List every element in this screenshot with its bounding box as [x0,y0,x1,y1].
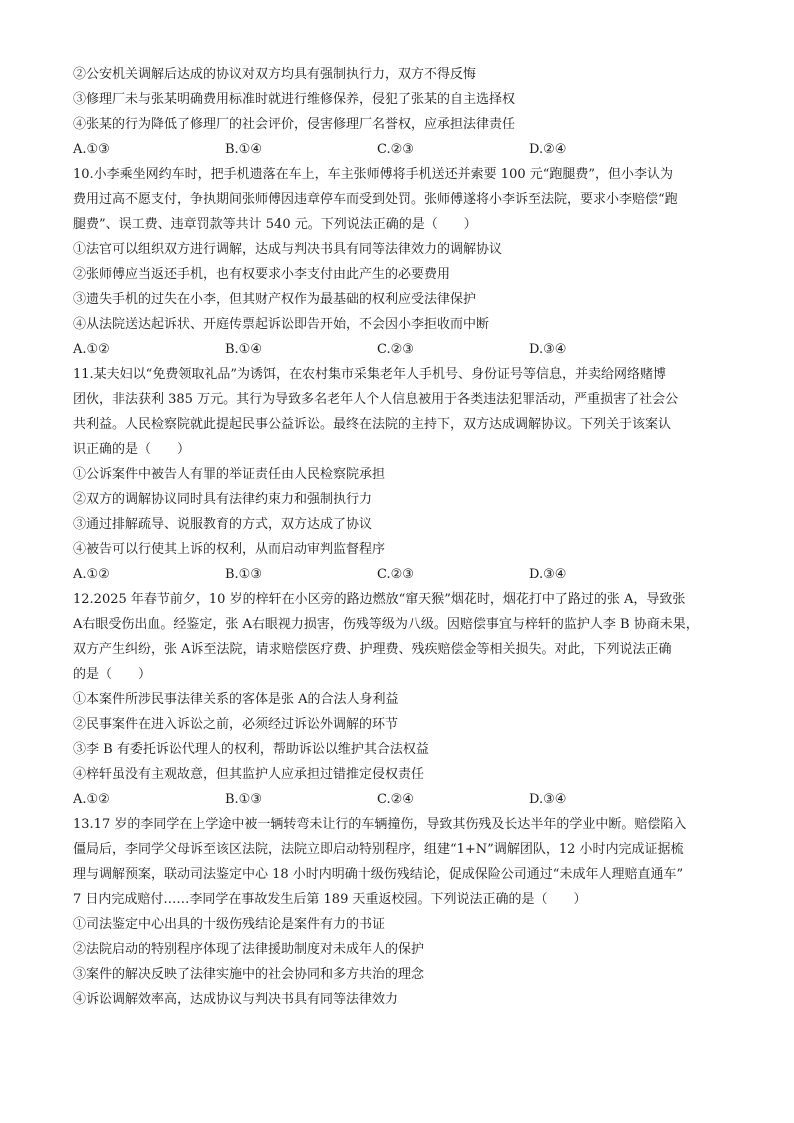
option-statement: ②双方的调解协议同时具有法律约束力和强制执行力 [73,492,373,507]
choice-c: C.②③ [377,142,414,157]
question-stem-line: 识正确的是（ ） [73,442,191,457]
choice-b: B.①③ [225,792,262,807]
question-stem-line: 13.17 岁的李同学在上学途中被一辆转弯未让行的车辆撞伤，导致其伤残及长达半年的学业中断。赔偿陷入 [73,817,687,832]
option-statement: ④诉讼调解效率高，达成协议与判决书具有同等法律效力 [73,992,399,1007]
choice-c: C.②④ [377,792,414,807]
choice-a: A.①② [73,792,110,807]
answer-choices [73,562,724,587]
option-statement: ③遗失手机的过失在小李，但其财产权作为最基础的权利应受法律保护 [73,292,477,307]
choice-b: B.①③ [225,567,262,582]
choice-d: D.②④ [529,142,567,157]
choice-c: C.②③ [377,342,414,357]
question-stem-line: 的是（ ） [73,667,152,682]
question-stem-line: 双方产生纠纷，张 A诉至法院，请求赔偿医疗费、护理费、残疾赔偿金等相关损失。对此，下列说法正确 [73,642,672,657]
option-statement: ④从法院送达起诉状、开庭传票起诉讼即告开始，不会因小李拒收而中断 [73,317,490,332]
choice-d: D.③④ [529,342,567,357]
option-statement: ③李 B 有委托诉讼代理人的权利，帮助诉讼以维护其合法权益 [73,742,429,757]
option-statement: ①法官可以组织双方进行调解，达成与判决书具有同等法律效力的调解协议 [73,242,503,257]
question-11 [73,362,724,587]
answer-choices [73,337,724,362]
option-statement: ③案件的解决反映了法律实施中的社会协同和多方共治的理念 [73,967,425,982]
question-stem-line: 理与调解预案，联动司法鉴定中心 18 小时内明确十级伤残结论，促成保险公司通过“未成年人理赔直通车” [73,867,684,882]
option-statement: ④被告可以行使其上诉的权利，从而启动审判监督程序 [73,542,386,557]
question-stem-line: 团伙，非法获利 385 万元。其行为导致多名老年人个人信息被用于各类违法犯罪活动，严重损害了社会公 [73,392,679,407]
choice-d: D.③④ [529,792,567,807]
option-statement: ①本案件所涉民事法律关系的客体是张 A的合法人身利益 [73,692,399,707]
option-statement: ①司法鉴定中心出具的十级伤残结论是案件有力的书证 [73,917,386,932]
question-9-continued [73,62,724,162]
choice-a: A.①② [73,342,110,357]
question-13 [73,812,724,1012]
option-statement: ②公安机关调解后达成的协议对双方均具有强制执行力，双方不得反悔 [73,67,477,82]
question-stem-line: 12.2025 年春节前夕，10 岁的梓轩在小区旁的路边燃放“窜天猴”烟花时，烟花打中了路过的张 A，导致张 [73,592,686,607]
question-stem-line: 僵局后，李同学父母诉至该区法院，法院立即启动特别程序，组建“1+N”调解团队，12 小时内完成证据梳 [73,842,684,857]
question-10 [73,162,724,362]
question-stem-line: 10.小李乘坐网约车时，把手机遗落在车上，车主张师傅将手机送还并索要 100 元“跑腿费”，但小李认为 [73,167,674,182]
option-statement: ①公诉案件中被告人有罪的举证责任由人民检察院承担 [73,467,386,482]
question-stem-line: A右眼受伤出血。经鉴定，张 A右眼视力损害，伤残等级为八级。因赔偿事宜与梓轩的监护人李 B 协商未果， [73,617,699,632]
choice-a: A.①③ [73,142,110,157]
answer-choices [73,787,724,812]
question-stem-line: 费用过高不愿支付，争执期间张师傅因违章停车而受到处罚。张师傅遂将小李诉至法院，要求小李赔偿“跑 [73,192,678,207]
question-stem-line: 7 日内完成赔付……李同学在事故发生后第 189 天重返校园。下列说法正确的是（ ） [73,892,587,907]
choice-b: B.①④ [225,342,262,357]
option-statement: ②法院启动的特别程序体现了法律援助制度对未成年人的保护 [73,942,425,957]
answer-choices [73,137,724,162]
option-statement: ②民事案件在进入诉讼之前，必须经过诉讼外调解的环节 [73,717,399,732]
choice-d: D.③④ [529,567,567,582]
question-stem-line: 11.某夫妇以“免费领取礼品”为诱饵，在农村集市采集老年人手机号、身份证号等信息，并卖给网络赌博 [73,367,666,382]
option-statement: ③通过排解疏导、说服教育的方式，双方达成了协议 [73,517,373,532]
option-statement: ④张某的行为降低了修理厂的社会评价，侵害修理厂名誉权，应承担法律责任 [73,117,516,132]
choice-a: A.①② [73,567,110,582]
option-statement: ③修理厂未与张某明确费用标准时就进行维修保养，侵犯了张某的自主选择权 [73,92,516,107]
choice-b: B.①④ [225,142,262,157]
question-stem-line: 腿费”、误工费、违章罚款等共计 540 元。下列说法正确的是（ ） [73,217,477,232]
choice-c: C.②③ [377,567,414,582]
option-statement: ②张师傅应当返还手机，也有权要求小李支付由此产生的必要费用 [73,267,451,282]
question-12 [73,587,724,812]
question-stem-line: 共利益。人民检察院就此提起民事公益诉讼。最终在法院的主持下，双方达成调解协议。下列关于该案认 [73,417,672,432]
option-statement: ④梓轩虽没有主观故意，但其监护人应承担过错推定侵权责任 [73,767,425,782]
